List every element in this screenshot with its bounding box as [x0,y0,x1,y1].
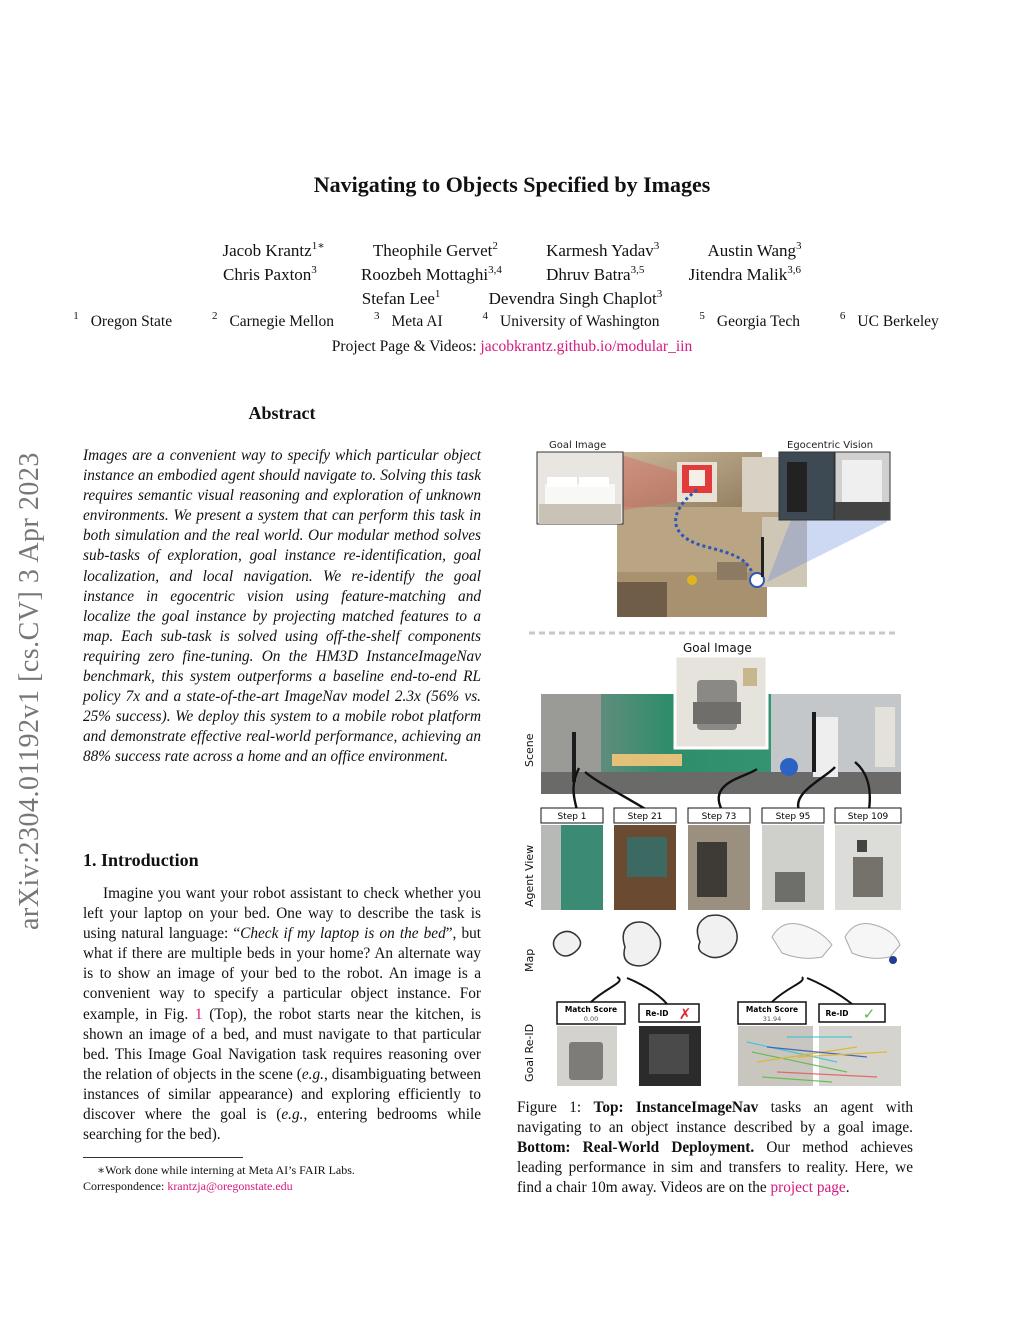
top-ego-label: Egocentric Vision [787,440,874,451]
match-score-value: 31.94 [762,1015,782,1023]
arxiv-stamp [14,360,74,930]
map-row-faint [772,924,900,965]
step-label: Step 21 [627,812,663,822]
project-label: Project Page & Videos: [331,338,477,355]
author: Roozbeh Mottaghi$^{3,4}$ [361,264,502,284]
map-row [553,915,737,966]
figure-ref-link[interactable]: 1 [194,1005,203,1023]
reid-label: Re-ID [645,1009,669,1018]
reid-right [738,977,901,1086]
arxiv-id: arXiv:2304.01192v1 [cs.CV] 3 Apr 2023 [14,452,45,930]
email-link[interactable]: krantzja@oregonstate.edu [167,1179,293,1193]
reid-label: Re-ID [825,1009,849,1018]
footnote-text: ∗Work done while interning at Meta AI’s FAIR Labs. [97,1163,355,1177]
match-score-label: Match Score [564,1005,618,1014]
author: Karmesh Yadav$^3$ [546,240,660,260]
reid-fail-icon: ✗ [678,1005,692,1023]
match-score-label: Match Score [745,1005,799,1014]
author-row-3 [0,289,1024,309]
step-labels [541,808,901,823]
ego-images [779,452,890,520]
project-line [0,338,1024,356]
footnote-rule [83,1157,243,1158]
step-label: Step 73 [701,812,737,822]
affiliation: $^2$ Carnegie Mellon [211,310,335,330]
abstract-body: Images are a convenient way to specify which particular object instance an embodied agent should navigate to. Solving this task requires semantic visual reasoning and exploration of unknown environments. We present a system that can perform this task in both simulation and the real world. Our modular method solves sub-tasks of exploration, goal instance re-identification, goal localization, and local navigation. We re-identify the goal instance in egocentric vision using feature-matching and localize the goal instance by projecting matched features to a map. Each sub-task is solved using off-the-shelf components requiring zero fine-tuning. On the HM3D InstanceImageNav benchmark, this system outperforms a baseline end-to-end RL policy 7x and a state-of-the-art ImageNav model 2.3x (56% vs. 25% success). We deploy this system to a mobile robot platform and demonstrate effective real-world performance, achieving an 88% success rate across a home and an office environment. [83,447,481,766]
author: Jacob Krantz$^{1∗}$ [222,240,325,260]
row-label-agent-view: Agent View [523,844,536,907]
match-score-value: 0.00 [583,1015,599,1023]
affiliation: $^6$ UC Berkeley [839,310,939,330]
step-label: Step 1 [557,812,587,822]
affiliations [0,310,1024,331]
step-label: Step 109 [847,812,889,822]
author: Austin Wang$^3$ [707,240,802,260]
paper-title: Navigating to Objects Specified by Images [313,172,711,197]
row-label-scene: Scene [523,733,536,767]
goal-image-chair [675,656,767,748]
footnote [83,1162,481,1194]
author-row-1 [0,241,1024,261]
author: Dhruv Batra$^{3,5}$ [546,264,645,284]
figure-caption: Figure 1: Top: InstanceImageNav tasks an agent with navigating to an object instance described by a goal image. Bottom: Real-World Deployment. Our method achieves leading performance in sim and transfers to reality. Here, we find a chair 10m away. Videos are on the project page. [517,1099,914,1197]
agent-views [541,825,901,910]
reid-left [557,977,701,1086]
reid-ok-icon: ✓ [862,1005,876,1023]
abstract-heading: Abstract [248,403,316,423]
step-label: Step 95 [775,812,811,822]
intro-heading: 1. Introduction [83,850,199,870]
affiliation: $^3$ Meta AI [373,310,443,330]
figure-1 [517,432,913,1087]
affiliation: $^5$ Georgia Tech [699,310,801,330]
correspondence-label: Correspondence: [83,1179,168,1193]
author: Chris Paxton$^3$ [222,264,317,284]
goal-image-bed [537,452,623,524]
bottom-goal-label: Goal Image [683,641,752,655]
project-page-link[interactable]: project page [770,1179,846,1197]
author: Jitendra Malik$^{3,6}$ [688,264,801,284]
affiliation: $^4$ University of Washington [482,310,660,330]
top-goal-label: Goal Image [549,440,607,451]
author-row-2 [0,265,1024,285]
affiliation: $^1$ Oregon State [73,310,173,330]
row-label-goal-reid: Goal Re-ID [523,1023,536,1082]
author: Theophile Gervet$^2$ [372,240,498,260]
intro-body: Imagine you want your robot assistant to check whether you left your laptop on your bed. One way to describe the task is using natural language: “Check if my laptop is on the bed”, but what if there are multiple beds in your home? An alternate way is to show an image of your bed to the robot. An image is a convenient way to specify a particular object instance. For example, in Fig. 1 (Top), the robot starts near the kitchen, is shown an image of a bed, and must navigate to that particular bed. This Image Goal Navigation task requires reasoning over the relation of objects in the scene (e.g., disambiguating between instances of similar appearance) and exploring efficiently to discover where the goal is (e.g., entering bedrooms while searching for the bed). [83,885,481,1144]
author: Stefan Lee$^1$ [361,288,441,308]
author: Devendra Singh Chaplot$^3$ [488,288,663,308]
row-label-map: Map [523,948,536,972]
project-link[interactable]: jacobkrantz.github.io/modular_iin [480,338,693,355]
